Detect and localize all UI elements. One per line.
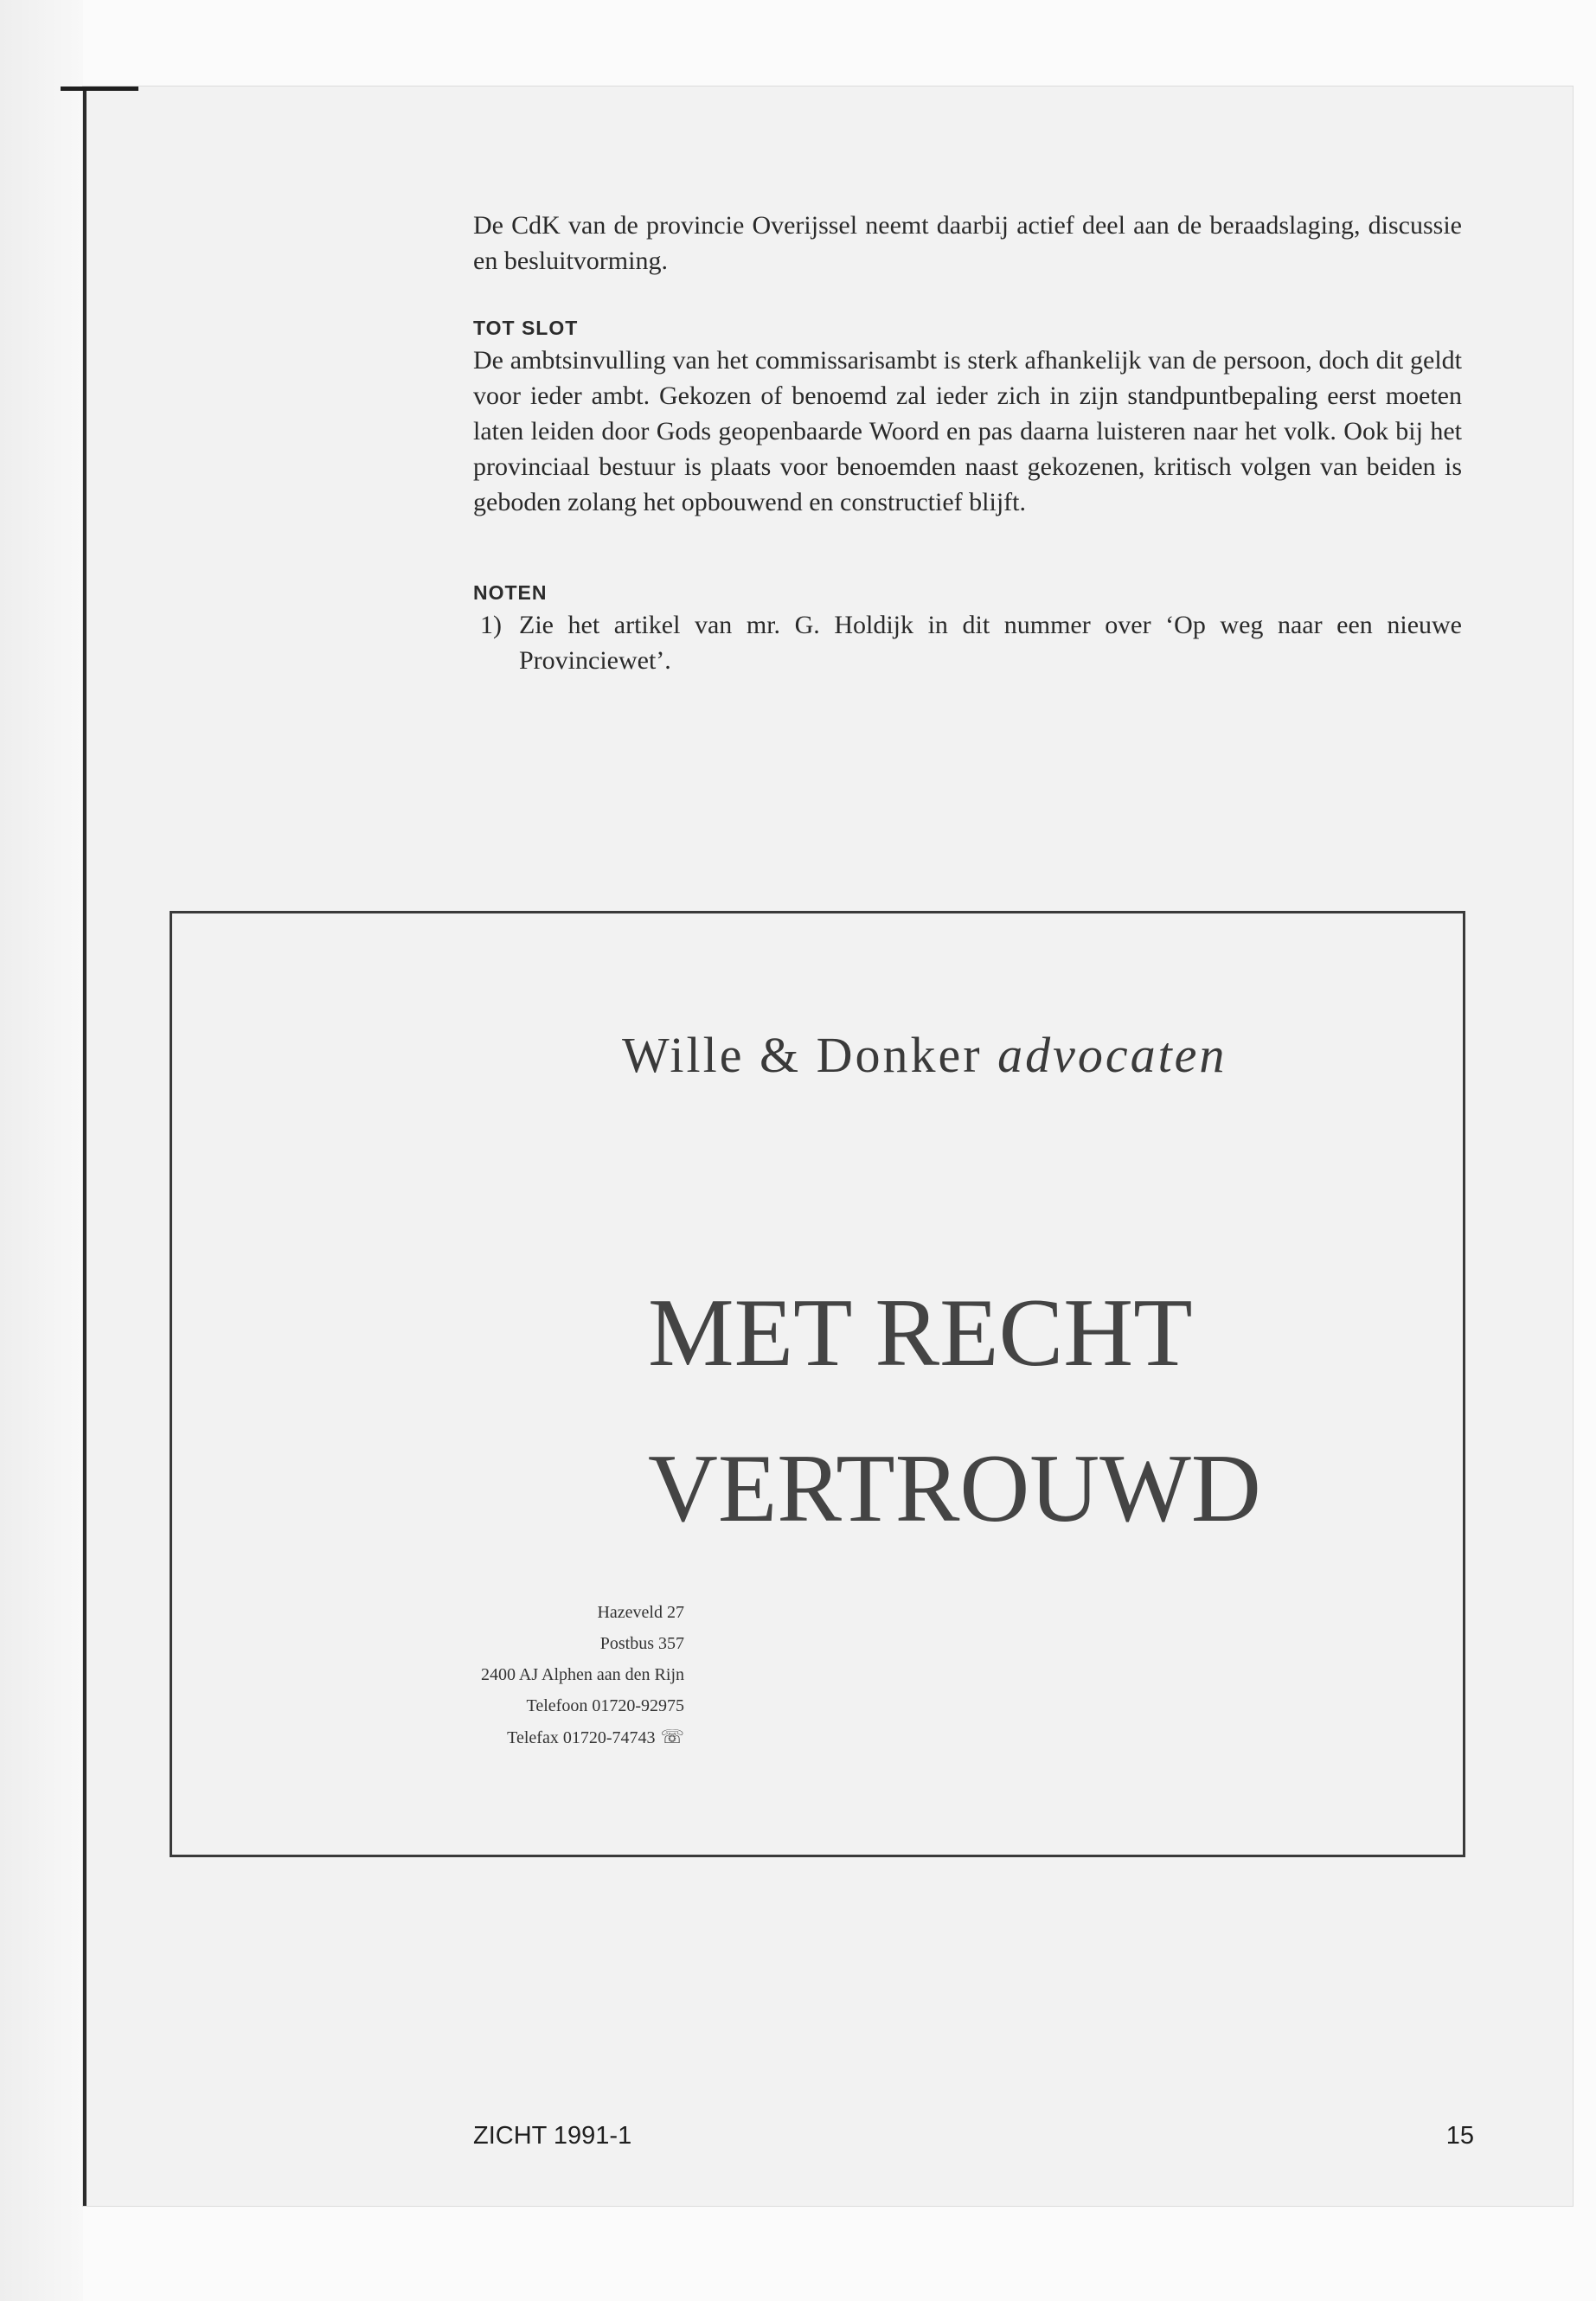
- address-po-box: Postbus 357: [599, 1634, 684, 1653]
- footnote-text: Zie het artikel van mr. G. Holdijk in dit nummer over ‘Op weg naar een nieuwe Provinciewet’.: [519, 611, 1462, 675]
- slogan-line-1: MET RECHT: [648, 1279, 1193, 1387]
- address-fax-line: [481, 1721, 684, 1753]
- intro-paragraph: De CdK van de provincie Overijssel neemt daarbij actief deel aan de beraadslaging, discussie en besluitvorming.: [473, 211, 1462, 275]
- binding-edge: [61, 87, 138, 91]
- heading-noten: NOTEN: [473, 581, 548, 604]
- firm-name: [622, 1026, 1227, 1084]
- advertisement-box: [170, 911, 1465, 1857]
- firm-name-main: Wille & Donker: [622, 1027, 983, 1083]
- address-phone: Telefoon 01720-92975: [526, 1696, 684, 1715]
- publication-footer: ZICHT 1991-1: [473, 2122, 632, 2150]
- slogan-line-2: VERTROUWD: [648, 1435, 1261, 1542]
- address-city: 2400 AJ Alphen aan den Rijn: [481, 1665, 684, 1684]
- address-street: Hazeveld 27: [597, 1603, 684, 1622]
- slogan: [648, 1255, 1426, 1567]
- book-spine-shadow: [0, 0, 83, 2301]
- address-fax: Telefax 01720-74743: [507, 1728, 656, 1747]
- footnote-number: 1): [480, 611, 502, 639]
- firm-address: [481, 1597, 684, 1753]
- firm-name-suffix: advocaten: [997, 1027, 1227, 1083]
- fax-symbol-icon: ☏: [660, 1726, 684, 1747]
- footnote-1: [473, 607, 1462, 678]
- tot-slot-paragraph: De ambtsinvulling van het commissarisambt is sterk afhankelijk van de persoon, doch dit geldt voor ieder ambt. Gekozen of benoemd zal ieder zich in zijn standpuntbepaling eerst moeten laten leiden door Gods geopenbaarde Woord en pas daarna luisteren naar het volk. Ook bij het provinciaal bestuur is plaats voor benoemden naast gekozenen, kritisch volgen van beiden is geboden zolang het opbouwend en constructief blijft.: [473, 346, 1462, 516]
- page-number: 15: [1445, 2122, 1474, 2150]
- heading-tot-slot: TOT SLOT: [473, 317, 579, 339]
